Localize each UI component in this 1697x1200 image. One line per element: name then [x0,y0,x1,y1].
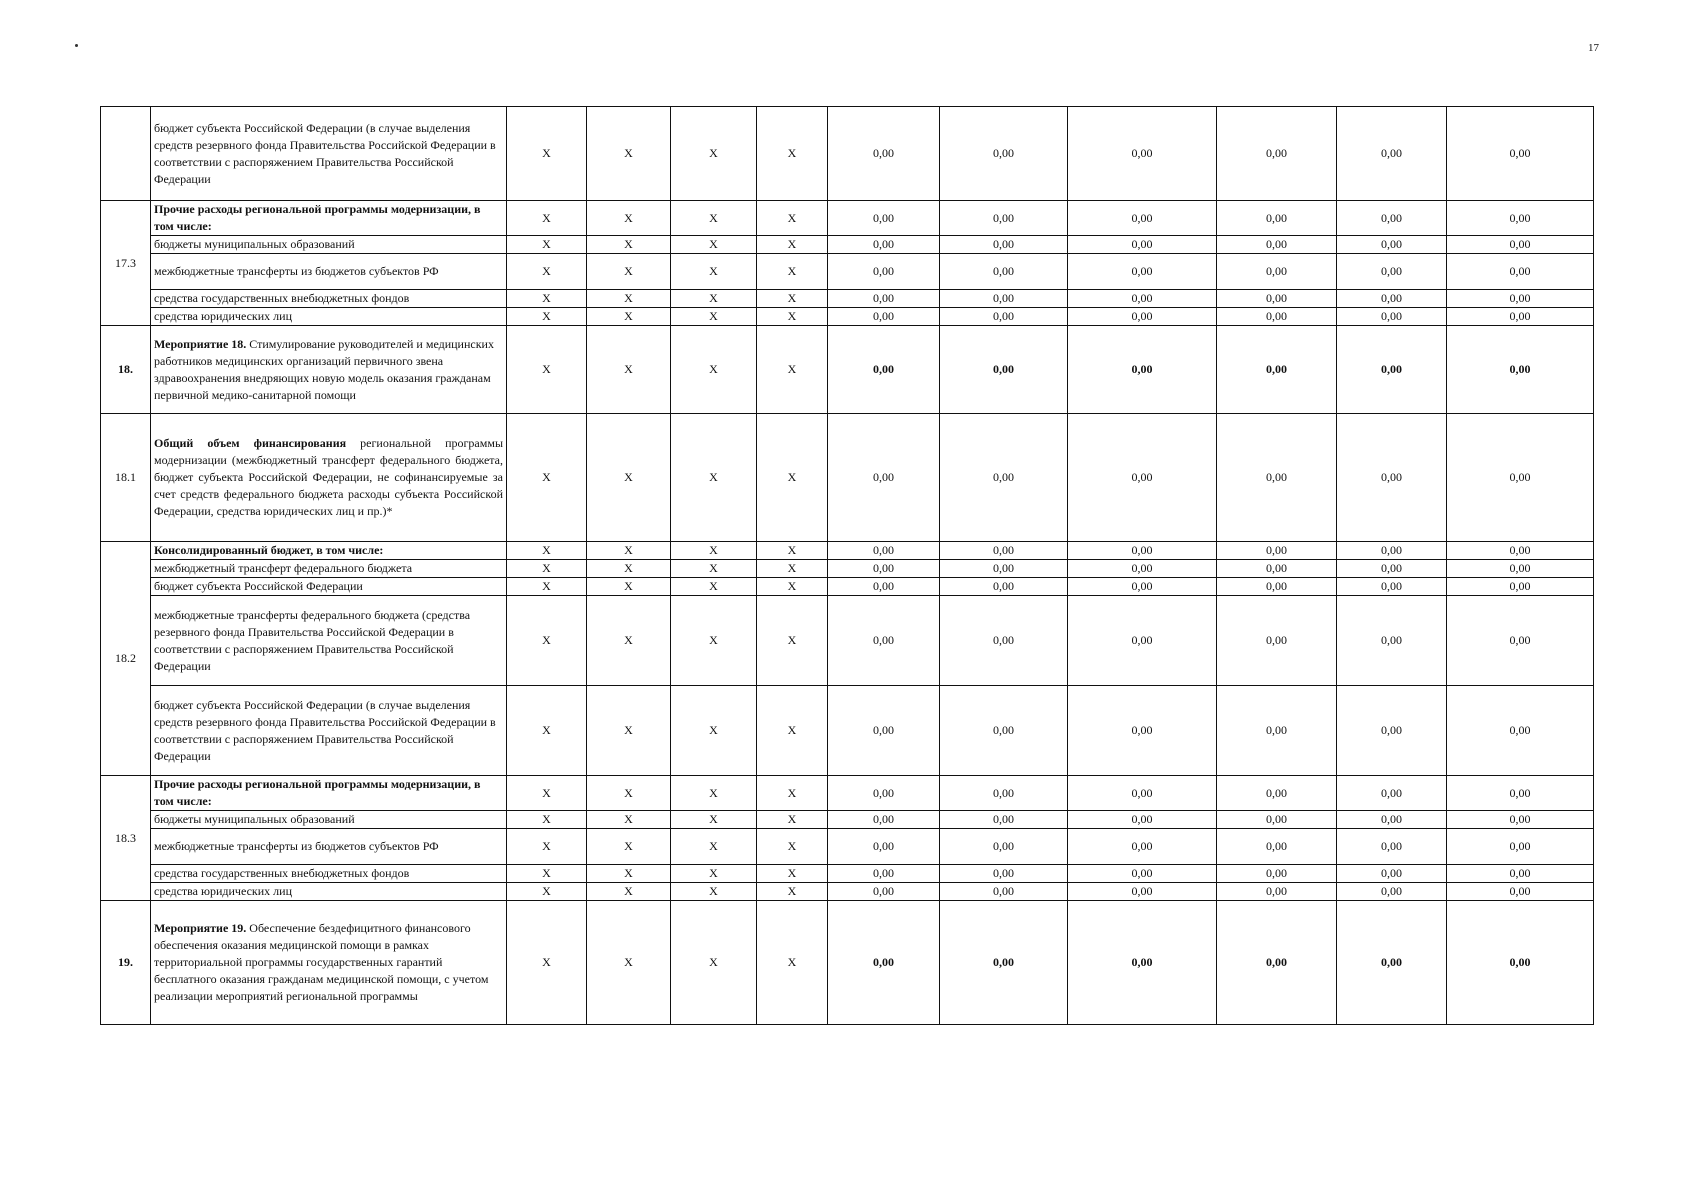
amount-2: 0,00 [940,686,1068,776]
col-x4: X [757,776,828,811]
col-x4: X [757,290,828,308]
amount-2: 0,00 [940,901,1068,1025]
col-x1: X [507,811,587,829]
col-x1: X [507,107,587,201]
amount-1: 0,00 [828,414,940,542]
row-description [151,686,507,776]
col-x4: X [757,560,828,578]
table-body [101,107,1594,1025]
table-row [101,236,1594,254]
amount-5: 0,00 [1337,596,1447,686]
col-x2: X [587,560,671,578]
col-x3: X [671,865,757,883]
amount-5: 0,00 [1337,201,1447,236]
col-x4: X [757,254,828,290]
amount-6: 0,00 [1447,414,1594,542]
page-number: 17 [1588,42,1599,54]
amount-3: 0,00 [1068,236,1217,254]
amount-4: 0,00 [1217,326,1337,414]
description-text: Консолидированный бюджет, в том числе: [154,543,384,557]
description-lead: Общий объем финансирования [154,436,347,450]
financing-table [100,106,1594,1025]
col-x1: X [507,542,587,560]
description-text: межбюджетные трансферты из бюджетов субъектов РФ [154,839,439,853]
row-description [151,883,507,901]
col-x2: X [587,686,671,776]
amount-1: 0,00 [828,865,940,883]
col-x2: X [587,829,671,865]
amount-5: 0,00 [1337,865,1447,883]
amount-6: 0,00 [1447,542,1594,560]
amount-6: 0,00 [1447,883,1594,901]
col-x4: X [757,542,828,560]
description-text: бюджет субъекта Российской Федерации (в случае выделения средств резервного фонда Правительства Российской Федерации в соответствии с распоряжением Правительства Российской Федерации [154,697,496,763]
amount-1: 0,00 [828,883,940,901]
amount-3: 0,00 [1068,254,1217,290]
col-x2: X [587,776,671,811]
table-row [101,829,1594,865]
amount-5: 0,00 [1337,901,1447,1025]
row-number: 18.2 [101,542,151,776]
amount-5: 0,00 [1337,326,1447,414]
amount-4: 0,00 [1217,686,1337,776]
row-description [151,201,507,236]
description-text: бюджет субъекта Российской Федерации [154,579,363,593]
row-description [151,901,507,1025]
table-row [101,560,1594,578]
row-description [151,107,507,201]
amount-1: 0,00 [828,542,940,560]
amount-4: 0,00 [1217,236,1337,254]
col-x3: X [671,776,757,811]
col-x1: X [507,829,587,865]
amount-5: 0,00 [1337,107,1447,201]
row-description [151,865,507,883]
amount-3: 0,00 [1068,542,1217,560]
amount-3: 0,00 [1068,596,1217,686]
col-x4: X [757,578,828,596]
amount-4: 0,00 [1217,290,1337,308]
amount-6: 0,00 [1447,829,1594,865]
amount-4: 0,00 [1217,776,1337,811]
amount-4: 0,00 [1217,829,1337,865]
amount-4: 0,00 [1217,596,1337,686]
row-number: 17.3 [101,201,151,326]
col-x1: X [507,236,587,254]
amount-6: 0,00 [1447,254,1594,290]
table-row [101,254,1594,290]
table-row [101,901,1594,1025]
amount-5: 0,00 [1337,578,1447,596]
amount-5: 0,00 [1337,290,1447,308]
amount-1: 0,00 [828,107,940,201]
amount-1: 0,00 [828,686,940,776]
description-text: межбюджетные трансферты федерального бюджета (средства резервного фонда Правительства Российской Федерации в соответствии с распоряжением Правительства Российской Федерации [154,607,471,673]
table-row [101,776,1594,811]
row-number: 18.1 [101,414,151,542]
table-row [101,107,1594,201]
col-x1: X [507,578,587,596]
description-text: Стимулирование руководителей и медицинских работников медицинских организаций первичного звена здравоохранения внедряющих новую модель оказания гражданам первичной медико-санитарной помощи [154,336,494,402]
amount-6: 0,00 [1447,308,1594,326]
col-x2: X [587,308,671,326]
description-text: средства государственных внебюджетных фондов [154,866,410,880]
amount-6: 0,00 [1447,326,1594,414]
amount-3: 0,00 [1068,811,1217,829]
col-x4: X [757,829,828,865]
amount-2: 0,00 [940,542,1068,560]
row-description [151,308,507,326]
amount-2: 0,00 [940,308,1068,326]
amount-1: 0,00 [828,578,940,596]
amount-3: 0,00 [1068,865,1217,883]
amount-6: 0,00 [1447,201,1594,236]
amount-3: 0,00 [1068,308,1217,326]
col-x1: X [507,865,587,883]
col-x1: X [507,254,587,290]
table-row [101,326,1594,414]
col-x4: X [757,865,828,883]
table-row [101,686,1594,776]
row-description [151,811,507,829]
amount-1: 0,00 [828,254,940,290]
row-description [151,560,507,578]
amount-1: 0,00 [828,776,940,811]
table-row [101,201,1594,236]
amount-5: 0,00 [1337,776,1447,811]
amount-3: 0,00 [1068,829,1217,865]
amount-1: 0,00 [828,901,940,1025]
col-x2: X [587,201,671,236]
amount-3: 0,00 [1068,290,1217,308]
col-x2: X [587,236,671,254]
description-text: бюджет субъекта Российской Федерации (в случае выделения средств резервного фонда Правительства Российской Федерации в соответствии с распоряжением Правительства Российской Федерации [154,120,496,186]
amount-3: 0,00 [1068,201,1217,236]
col-x3: X [671,326,757,414]
amount-2: 0,00 [940,414,1068,542]
col-x3: X [671,254,757,290]
amount-4: 0,00 [1217,201,1337,236]
description-text: региональной программы модернизации (межбюджетный трансферт федерального бюджета, бюджет субъекта Российской Федерации, не софинансируемые за счет средств федерального бюджета расходы субъекта Российской Федерации, средства юридических лиц и пр.)* [154,436,504,518]
col-x2: X [587,326,671,414]
amount-4: 0,00 [1217,107,1337,201]
amount-5: 0,00 [1337,414,1447,542]
amount-4: 0,00 [1217,811,1337,829]
col-x2: X [587,865,671,883]
amount-6: 0,00 [1447,901,1594,1025]
table-row [101,578,1594,596]
row-number [101,107,151,201]
table-row [101,290,1594,308]
description-text: Обеспечение бездефицитного финансового обеспечения оказания медицинской помощи в рамках территориальной программы государственных гарантий бесплатного оказания гражданам медицинской помощи, с учетом реализации мероприятий региональной программы [154,921,489,1003]
col-x3: X [671,686,757,776]
amount-5: 0,00 [1337,829,1447,865]
amount-6: 0,00 [1447,578,1594,596]
col-x1: X [507,308,587,326]
amount-3: 0,00 [1068,578,1217,596]
table-row [101,414,1594,542]
amount-2: 0,00 [940,326,1068,414]
col-x4: X [757,414,828,542]
amount-6: 0,00 [1447,236,1594,254]
col-x3: X [671,542,757,560]
amount-5: 0,00 [1337,254,1447,290]
col-x1: X [507,201,587,236]
col-x2: X [587,414,671,542]
amount-1: 0,00 [828,290,940,308]
col-x3: X [671,308,757,326]
amount-1: 0,00 [828,308,940,326]
col-x2: X [587,883,671,901]
amount-1: 0,00 [828,326,940,414]
row-description [151,829,507,865]
amount-6: 0,00 [1447,290,1594,308]
amount-2: 0,00 [940,578,1068,596]
col-x1: X [507,596,587,686]
amount-4: 0,00 [1217,865,1337,883]
col-x2: X [587,578,671,596]
amount-2: 0,00 [940,107,1068,201]
description-text: средства юридических лиц [154,884,292,898]
col-x1: X [507,901,587,1025]
description-lead: Мероприятие 18. [154,336,247,351]
amount-4: 0,00 [1217,901,1337,1025]
amount-2: 0,00 [940,201,1068,236]
amount-3: 0,00 [1068,776,1217,811]
col-x3: X [671,811,757,829]
amount-1: 0,00 [828,829,940,865]
table-row [101,865,1594,883]
col-x3: X [671,290,757,308]
amount-5: 0,00 [1337,686,1447,776]
amount-2: 0,00 [940,829,1068,865]
amount-3: 0,00 [1068,414,1217,542]
description-text: бюджеты муниципальных образований [154,812,355,826]
row-description [151,542,507,560]
amount-5: 0,00 [1337,883,1447,901]
col-x4: X [757,308,828,326]
description-text: средства юридических лиц [154,309,292,323]
row-description [151,254,507,290]
amount-1: 0,00 [828,236,940,254]
col-x4: X [757,326,828,414]
col-x4: X [757,201,828,236]
amount-4: 0,00 [1217,578,1337,596]
amount-1: 0,00 [828,560,940,578]
row-description [151,596,507,686]
amount-6: 0,00 [1447,560,1594,578]
description-text: средства государственных внебюджетных фондов [154,291,410,305]
row-description [151,236,507,254]
amount-2: 0,00 [940,560,1068,578]
col-x1: X [507,776,587,811]
amount-6: 0,00 [1447,596,1594,686]
col-x1: X [507,686,587,776]
amount-1: 0,00 [828,201,940,236]
amount-2: 0,00 [940,776,1068,811]
amount-3: 0,00 [1068,901,1217,1025]
amount-2: 0,00 [940,290,1068,308]
col-x3: X [671,414,757,542]
table-row [101,811,1594,829]
description-text: Прочие расходы региональной программы модернизации, в том числе: [154,202,481,233]
amount-1: 0,00 [828,811,940,829]
col-x3: X [671,883,757,901]
scan-speck [75,44,78,47]
amount-4: 0,00 [1217,254,1337,290]
row-number: 19. [101,901,151,1025]
table-row [101,542,1594,560]
description-text: Прочие расходы региональной программы модернизации, в том числе: [154,777,481,808]
amount-4: 0,00 [1217,883,1337,901]
description-text: межбюджетные трансферты из бюджетов субъектов РФ [154,264,439,278]
col-x3: X [671,596,757,686]
row-description [151,578,507,596]
amount-4: 0,00 [1217,560,1337,578]
row-description [151,776,507,811]
amount-1: 0,00 [828,596,940,686]
col-x2: X [587,542,671,560]
amount-5: 0,00 [1337,560,1447,578]
description-text: бюджеты муниципальных образований [154,237,355,251]
amount-2: 0,00 [940,236,1068,254]
description-text: межбюджетный трансферт федерального бюджета [154,561,413,575]
amount-4: 0,00 [1217,308,1337,326]
col-x2: X [587,107,671,201]
amount-4: 0,00 [1217,414,1337,542]
table-row [101,596,1594,686]
col-x3: X [671,901,757,1025]
row-description [151,414,507,542]
amount-6: 0,00 [1447,107,1594,201]
col-x4: X [757,236,828,254]
amount-2: 0,00 [940,254,1068,290]
col-x4: X [757,883,828,901]
description-lead: Мероприятие 19. [154,921,247,935]
amount-3: 0,00 [1068,883,1217,901]
col-x3: X [671,560,757,578]
col-x1: X [507,414,587,542]
row-description [151,326,507,414]
table-row [101,883,1594,901]
amount-6: 0,00 [1447,811,1594,829]
amount-2: 0,00 [940,883,1068,901]
amount-4: 0,00 [1217,542,1337,560]
col-x3: X [671,578,757,596]
amount-6: 0,00 [1447,686,1594,776]
col-x2: X [587,901,671,1025]
amount-5: 0,00 [1337,308,1447,326]
col-x4: X [757,811,828,829]
col-x3: X [671,201,757,236]
col-x3: X [671,829,757,865]
col-x1: X [507,326,587,414]
col-x4: X [757,901,828,1025]
col-x1: X [507,883,587,901]
row-description [151,290,507,308]
amount-3: 0,00 [1068,560,1217,578]
col-x2: X [587,254,671,290]
col-x4: X [757,686,828,776]
amount-3: 0,00 [1068,107,1217,201]
col-x1: X [507,290,587,308]
col-x2: X [587,596,671,686]
row-number: 18.3 [101,776,151,901]
col-x3: X [671,107,757,201]
col-x4: X [757,107,828,201]
amount-6: 0,00 [1447,865,1594,883]
amount-5: 0,00 [1337,811,1447,829]
amount-3: 0,00 [1068,686,1217,776]
row-number: 18. [101,326,151,414]
amount-2: 0,00 [940,596,1068,686]
col-x2: X [587,290,671,308]
table-row [101,308,1594,326]
amount-5: 0,00 [1337,236,1447,254]
col-x3: X [671,236,757,254]
amount-2: 0,00 [940,865,1068,883]
col-x2: X [587,811,671,829]
amount-3: 0,00 [1068,326,1217,414]
amount-5: 0,00 [1337,542,1447,560]
amount-2: 0,00 [940,811,1068,829]
col-x4: X [757,596,828,686]
amount-6: 0,00 [1447,776,1594,811]
col-x1: X [507,560,587,578]
